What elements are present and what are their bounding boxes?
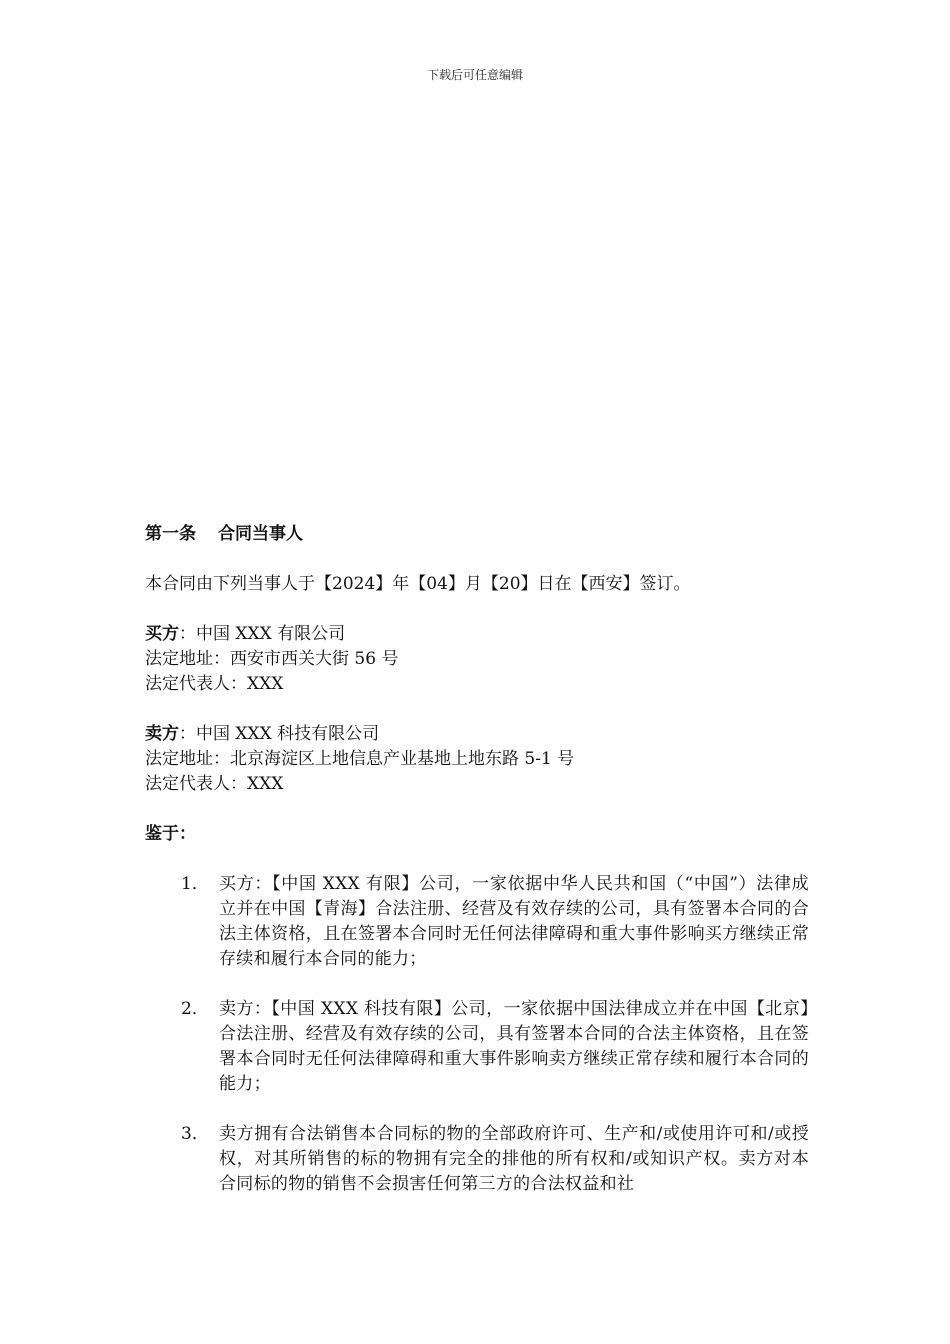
list-item-number: 2． — [181, 999, 209, 1019]
header-note: 下载后可任意编辑 — [426, 68, 523, 82]
whereas-list — [145, 872, 815, 1197]
article-number: 第一条 — [145, 524, 196, 544]
seller-name: 中国 XXX 科技有限公司 — [196, 724, 380, 744]
list-item-text: 卖方：【中国 XXX 科技有限】公司，一家依据中国法律成立并在中国【北京】合法注册、经营及有效存续的公司，具有签署本合同的合法主体资格，且在签署本合同时无任何法律障碍和重大事件影响卖方继续正常存续和履行本合同的能力； — [219, 999, 809, 1094]
buyer-address: 法定地址：西安市西关大街 56 号 — [145, 649, 399, 669]
seller-label: 卖方 — [145, 724, 179, 744]
contract-body — [145, 522, 815, 1222]
seller-representative: 法定代表人：XXX — [145, 774, 284, 794]
buyer-block — [145, 622, 815, 697]
list-item — [145, 1122, 815, 1197]
list-item-number: 1． — [181, 874, 209, 894]
list-item-number: 3． — [181, 1124, 209, 1144]
list-item-text: 卖方拥有合法销售本合同标的物的全部政府许可、生产和/或使用许可和/或授权，对其所销售的标的物拥有完全的排他的所有权和/或知识产权。卖方对本合同标的物的销售不会损害任何第三方的合法权益和社 — [219, 1124, 809, 1194]
buyer-name-line — [145, 622, 815, 647]
list-item — [145, 872, 815, 972]
buyer-name: 中国 XXX 有限公司 — [196, 624, 346, 644]
buyer-colon: ： — [179, 624, 196, 644]
whereas-label: 鉴于： — [145, 824, 196, 844]
article-heading — [145, 522, 815, 547]
article-title: 合同当事人 — [218, 524, 303, 544]
buyer-label: 买方 — [145, 624, 179, 644]
seller-address: 法定地址：北京海淀区上地信息产业基地上地东路 5-1 号 — [145, 749, 575, 769]
contract-intro: 本合同由下列当事人于【2024】年【04】月【20】日在【西安】签订。 — [145, 574, 691, 594]
buyer-representative: 法定代表人：XXX — [145, 674, 284, 694]
list-item-text: 买方：【中国 XXX 有限】公司，一家依据中华人民共和国（“中国”）法律成立并在中国【青海】合法注册、经营及有效存续的公司，具有签署本合同的合法主体资格，且在签署本合同时无任何法律障碍和重大事件影响买方继续正常存续和履行本合同的能力； — [219, 874, 809, 969]
seller-block — [145, 722, 815, 797]
seller-colon: ： — [179, 724, 196, 744]
seller-name-line — [145, 722, 815, 747]
list-item — [145, 997, 815, 1097]
